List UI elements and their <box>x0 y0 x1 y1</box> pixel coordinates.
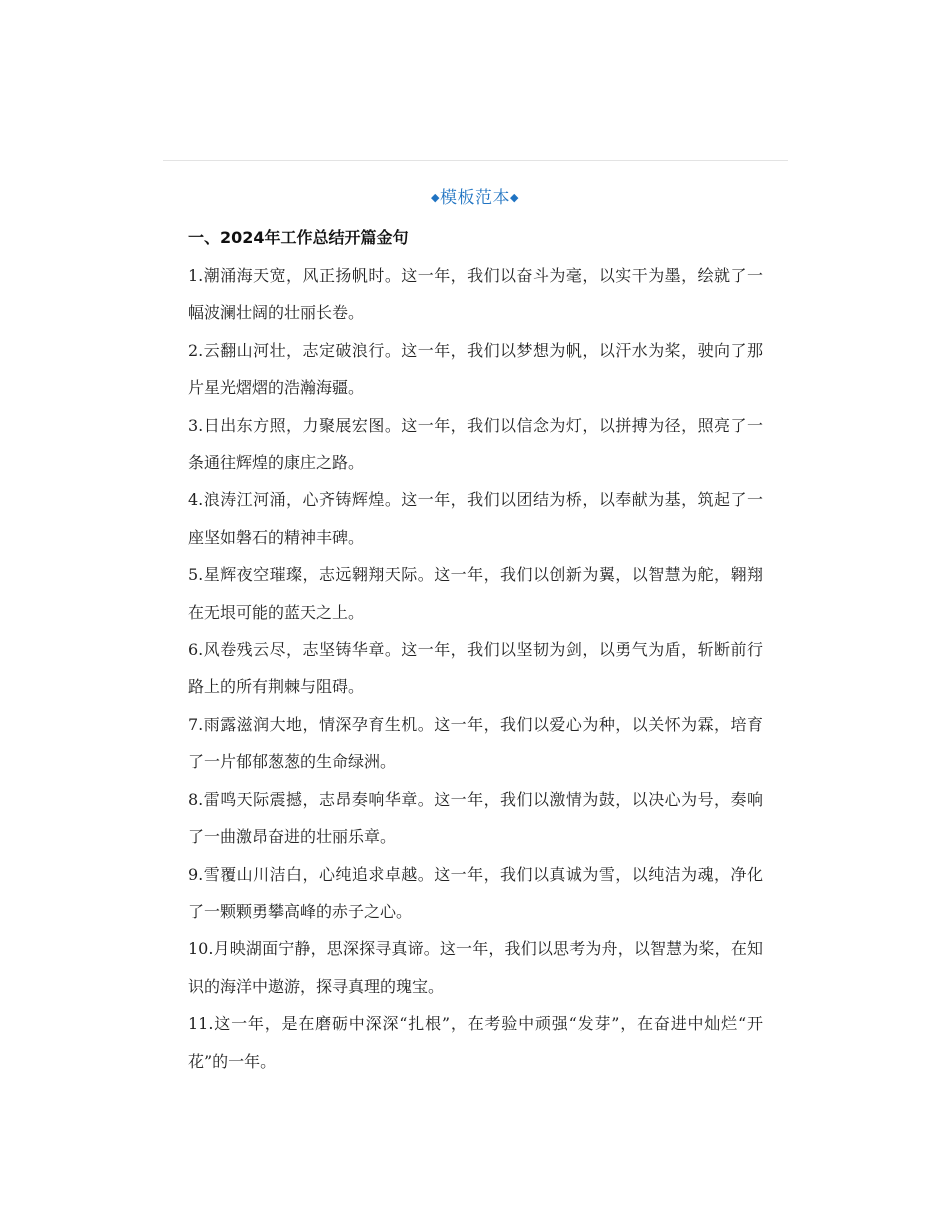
section-heading: 一、2024年工作总结开篇金句 <box>188 228 409 247</box>
list-item: 6.风卷残云尽，志坚铸华章。这一年，我们以坚韧为剑，以勇气为盾，斩断前行路上的所有荆棘与阻碍。 <box>188 640 763 697</box>
list-item: 5.星辉夜空璀璨，志远翱翔天际。这一年，我们以创新为翼，以智慧为舵，翱翔在无垠可能的蓝天之上。 <box>188 565 763 622</box>
header-divider <box>163 160 788 161</box>
diamond-left-icon: ◆ <box>431 191 440 204</box>
list-item: 4.浪涛江河涌，心齐铸辉煌。这一年，我们以团结为桥，以奉献为基，筑起了一座坚如磐石的精神丰碑。 <box>188 490 763 547</box>
diamond-right-icon: ◆ <box>510 191 519 204</box>
list-item: 8.雷鸣天际震撼，志昂奏响华章。这一年，我们以激情为鼓，以决心为号，奏响了一曲激昂奋进的壮丽乐章。 <box>188 789 763 847</box>
list-item: 11.这一年，是在磨砺中深深“扎根”，在考验中顽强“发芽”，在奋进中灿烂“开花”的一年。 <box>188 1014 763 1071</box>
list-item: 7.雨露滋润大地，情深孕育生机。这一年，我们以爱心为种，以关怀为霖，培育了一片郁郁葱葱的生命绿洲。 <box>188 714 763 772</box>
banner-label: 模板范本 <box>440 188 510 208</box>
template-banner <box>0 183 950 208</box>
list-item: 2.云翻山河壮，志定破浪行。这一年，我们以梦想为帆，以汗水为桨，驶向了那片星光熠熠的浩瀚海疆。 <box>188 340 763 398</box>
quote-list <box>188 257 763 1080</box>
list-item: 10.月映湖面宁静，思深探寻真谛。这一年，我们以思考为舟，以智慧为桨，在知识的海洋中遨游，探寻真理的瑰宝。 <box>188 939 763 996</box>
list-item: 1.潮涌海天宽，风正扬帆时。这一年，我们以奋斗为毫，以实干为墨，绘就了一幅波澜壮阔的壮丽长卷。 <box>188 266 763 323</box>
list-item: 9.雪覆山川洁白，心纯追求卓越。这一年，我们以真诚为雪，以纯洁为魂，净化了一颗颗勇攀高峰的赤子之心。 <box>188 864 763 921</box>
list-item: 3.日出东方照，力聚展宏图。这一年，我们以信念为灯，以拼搏为径，照亮了一条通往辉煌的康庄之路。 <box>188 415 763 473</box>
